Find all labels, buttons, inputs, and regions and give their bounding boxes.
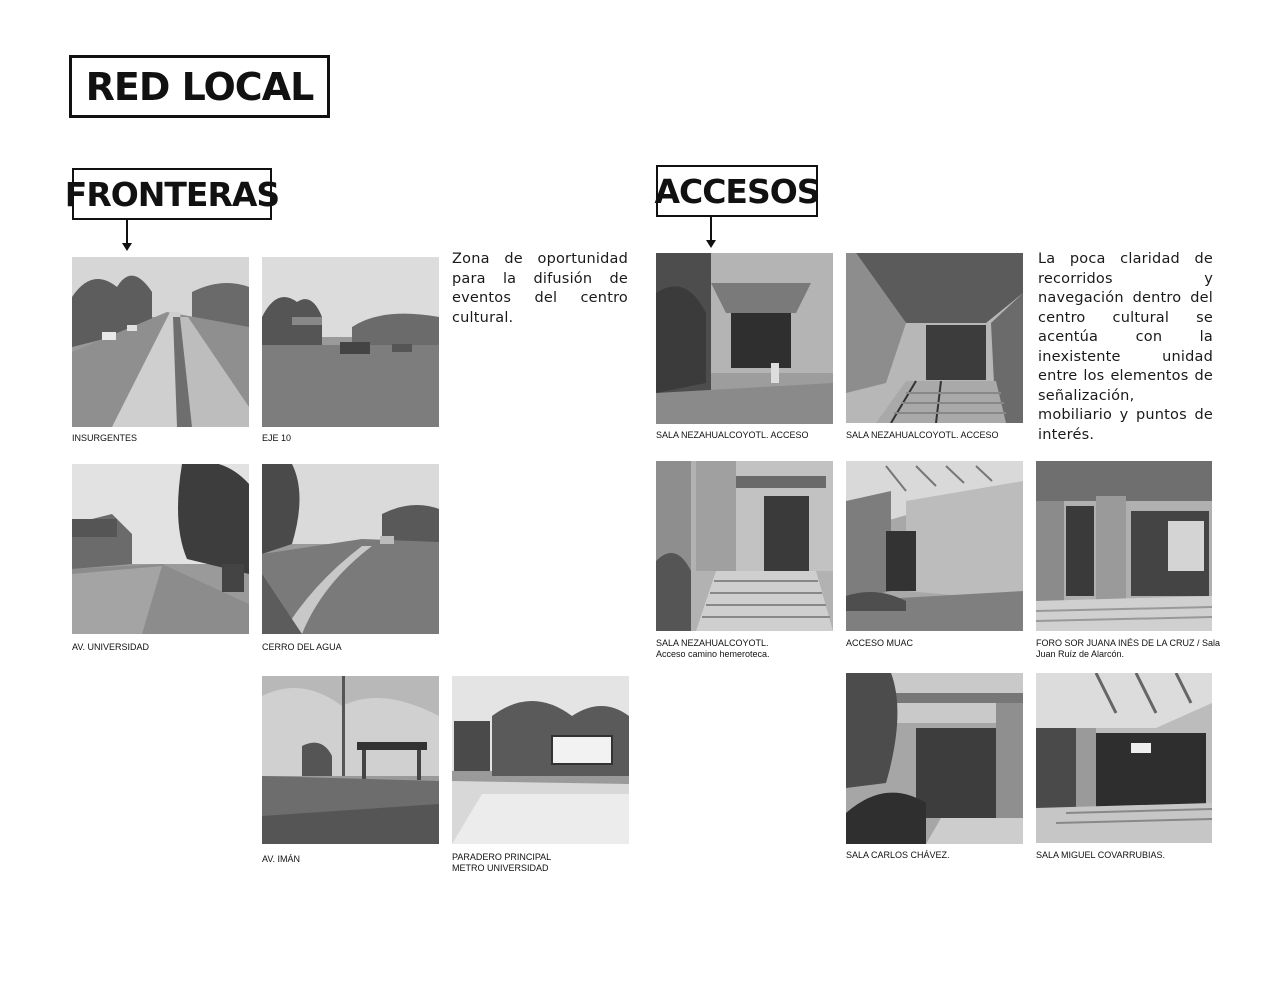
- accesos-title-text: ACCESOS: [654, 171, 820, 211]
- caption-av-universidad: AV. UNIVERSIDAD: [72, 642, 150, 652]
- caption-foro-sor-juana: FORO SOR JUANA INÉS DE LA CRUZ / Sala Juan Ruíz de Alarcón.: [1036, 638, 1221, 659]
- caption-acceso-muac: ACCESO MUAC: [846, 638, 914, 648]
- photo-sala-nezahualcoyotl-acceso-2: [846, 253, 1023, 423]
- accesos-description: La poca claridad de recorridos y navegación dentro del centro cultural se acentúa con la inexistente unidad entre los elementos de señalización, mobiliario y puntos de interés.: [1038, 251, 1213, 443]
- accesos-section-title: [656, 165, 818, 217]
- caption-sala-nezahualcoyotl-hemeroteca: SALA NEZAHUALCOYOTL. Acceso camino hemeroteca.: [656, 638, 770, 659]
- caption-av-iman: AV. IMÁN: [262, 854, 301, 864]
- caption-eje-10: EJE 10: [262, 433, 292, 443]
- photo-eje-10: [262, 257, 439, 427]
- caption-cerro-del-agua: CERRO DEL AGUA: [262, 642, 342, 652]
- page-title: [69, 55, 330, 118]
- page-title-text: RED LOCAL: [85, 64, 314, 109]
- photo-sala-nezahualcoyotl-hemeroteca: [656, 461, 833, 631]
- caption-sala-miguel-covarrubias: SALA MIGUEL COVARRUBIAS.: [1036, 850, 1166, 860]
- photo-cerro-del-agua: [262, 464, 439, 634]
- photo-paradero-principal: [452, 676, 629, 844]
- photo-sala-nezahualcoyotl-acceso-1: [656, 253, 833, 424]
- fronteras-description: Zona de oportunidad para la difusión de eventos del centro cultural.: [452, 251, 628, 326]
- photo-foro-sor-juana: [1036, 461, 1212, 631]
- caption-sala-nezahualcoyotl-acceso-2: SALA NEZAHUALCOYOTL. ACCESO: [846, 430, 999, 440]
- caption-sala-nezahualcoyotl-acceso-1: SALA NEZAHUALCOYOTL. ACCESO: [656, 430, 809, 440]
- accesos-arrow-icon: [710, 217, 712, 241]
- photo-av-universidad: [72, 464, 249, 634]
- fronteras-title-text: FRONTERAS: [64, 174, 280, 214]
- caption-insurgentes: INSURGENTES: [72, 433, 138, 443]
- photo-av-iman: [262, 676, 439, 844]
- photo-insurgentes: [72, 257, 249, 427]
- photo-sala-miguel-covarrubias: [1036, 673, 1212, 843]
- fronteras-section-title: [64, 168, 280, 220]
- photo-sala-carlos-chavez: [846, 673, 1023, 844]
- caption-paradero-principal: PARADERO PRINCIPAL METRO UNIVERSIDAD: [452, 852, 552, 873]
- photo-acceso-muac: [846, 461, 1023, 631]
- fronteras-arrow-icon: [126, 220, 128, 244]
- caption-sala-carlos-chavez: SALA CARLOS CHÁVEZ.: [846, 850, 950, 860]
